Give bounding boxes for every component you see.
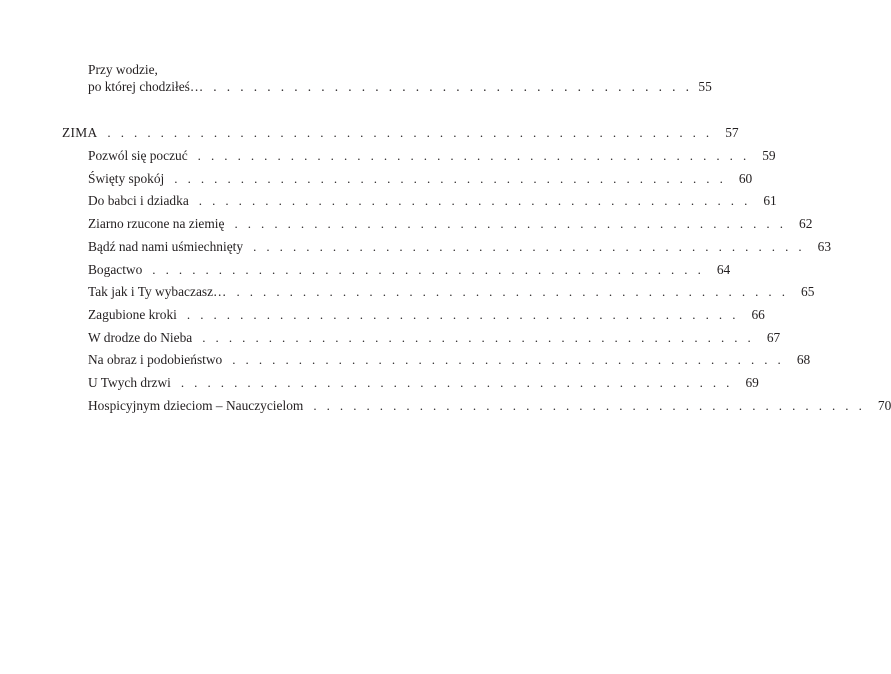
entry-title: Tak jak i Ty wybaczasz… [88, 284, 227, 300]
entry-title: Święty spokój [88, 170, 165, 186]
toc-entry [88, 306, 765, 324]
toc-section-heading [62, 124, 739, 142]
entry-title: Hospicyjnym dzieciom – Nauczycielom [88, 397, 304, 413]
dot-leader: . . . . . . . . . . . . . . . . . . . . . . . . . . . . . . . . . . . . . . . . . . [232, 352, 785, 368]
toc-entry [88, 170, 753, 188]
toc-entry [88, 261, 731, 279]
toc-entry [88, 397, 891, 415]
toc-entry [88, 192, 777, 210]
toc-entry [88, 329, 781, 347]
entry-title: Bogactwo [88, 261, 143, 277]
entry-page-number: 63 [817, 238, 832, 254]
entry-page-number: 61 [763, 193, 777, 209]
toc-entry [88, 147, 776, 165]
entry-page-number: 69 [745, 375, 759, 390]
dot-leader: . . . . . . . . . . . . . . . . . . . . . . . . . . . . . . . . . . . . . . . . . . [202, 329, 755, 345]
dot-leader: . . . . . . . . . . . . . . . . . . . . . . . . . . . . . . . . . . . . . . . . . . [236, 284, 789, 300]
dot-leader: . . . . . . . . . . . . . . . . . . . . . . . . . . . . . . . . . . . . . . . . . . . . . . [107, 125, 713, 140]
toc-entry [88, 215, 813, 233]
entry-page-number: 66 [751, 306, 765, 322]
entry-title: W drodze do Nieba [88, 329, 193, 345]
entry-title: Pozwól się poczuć [88, 148, 188, 163]
entry-page-number: 70 [877, 397, 891, 413]
toc-entry [88, 374, 759, 392]
entry-page-number: 65 [801, 284, 815, 300]
dot-leader: . . . . . . . . . . . . . . . . . . . . . . . . . . . . . . . . . . . . . . . . . . [180, 375, 733, 390]
entry-page-number: 68 [796, 352, 811, 368]
toc-entry [88, 238, 832, 256]
entry-page-number: 62 [799, 216, 813, 232]
dot-leader: . . . . . . . . . . . . . . . . . . . . . . . . . . . . . . . . . . . . [213, 79, 693, 94]
entry-page-number: 59 [762, 148, 776, 163]
entry-title-line-2: po której chodziłeś… [88, 79, 204, 94]
entry-page-number: 55 [698, 79, 712, 94]
entry-title: Ziarno rzucone na ziemię [88, 216, 225, 232]
dot-leader: . . . . . . . . . . . . . . . . . . . . . . . . . . . . . . . . . . . . . . . . . . [198, 193, 751, 209]
entry-page-number: 64 [716, 261, 731, 277]
toc-entry [88, 283, 815, 301]
dot-leader: . . . . . . . . . . . . . . . . . . . . . . . . . . . . . . . . . . . . . . . . . . [197, 148, 750, 163]
toc-entry-multiline [88, 61, 712, 95]
entry-page-number: 67 [766, 329, 781, 345]
entry-page-number: 60 [738, 170, 753, 186]
entry-title-line-1: Przy wodzie, [88, 62, 158, 77]
entry-title: U Twych drzwi [88, 375, 171, 390]
toc-entry [88, 351, 811, 369]
section-title: ZIMA [62, 125, 98, 140]
dot-leader: . . . . . . . . . . . . . . . . . . . . . . . . . . . . . . . . . . . . . . . . . . [253, 238, 806, 254]
dot-leader: . . . . . . . . . . . . . . . . . . . . . . . . . . . . . . . . . . . . . . . . . . [152, 261, 705, 277]
dot-leader: . . . . . . . . . . . . . . . . . . . . . . . . . . . . . . . . . . . . . . . . . . [174, 170, 727, 186]
entry-title: Na obraz i podobieństwo [88, 352, 223, 368]
dot-leader: . . . . . . . . . . . . . . . . . . . . . . . . . . . . . . . . . . . . . . . . . . [186, 306, 739, 322]
section-page-number: 57 [725, 125, 739, 140]
dot-leader: . . . . . . . . . . . . . . . . . . . . . . . . . . . . . . . . . . . . . . . . . . [313, 397, 866, 413]
entry-title: Bądź nad nami uśmiechnięty [88, 238, 244, 254]
entry-title: Zagubione kroki [88, 306, 177, 322]
entry-title: Do babci i dziadka [88, 193, 189, 209]
dot-leader: . . . . . . . . . . . . . . . . . . . . . . . . . . . . . . . . . . . . . . . . . . [234, 216, 787, 232]
